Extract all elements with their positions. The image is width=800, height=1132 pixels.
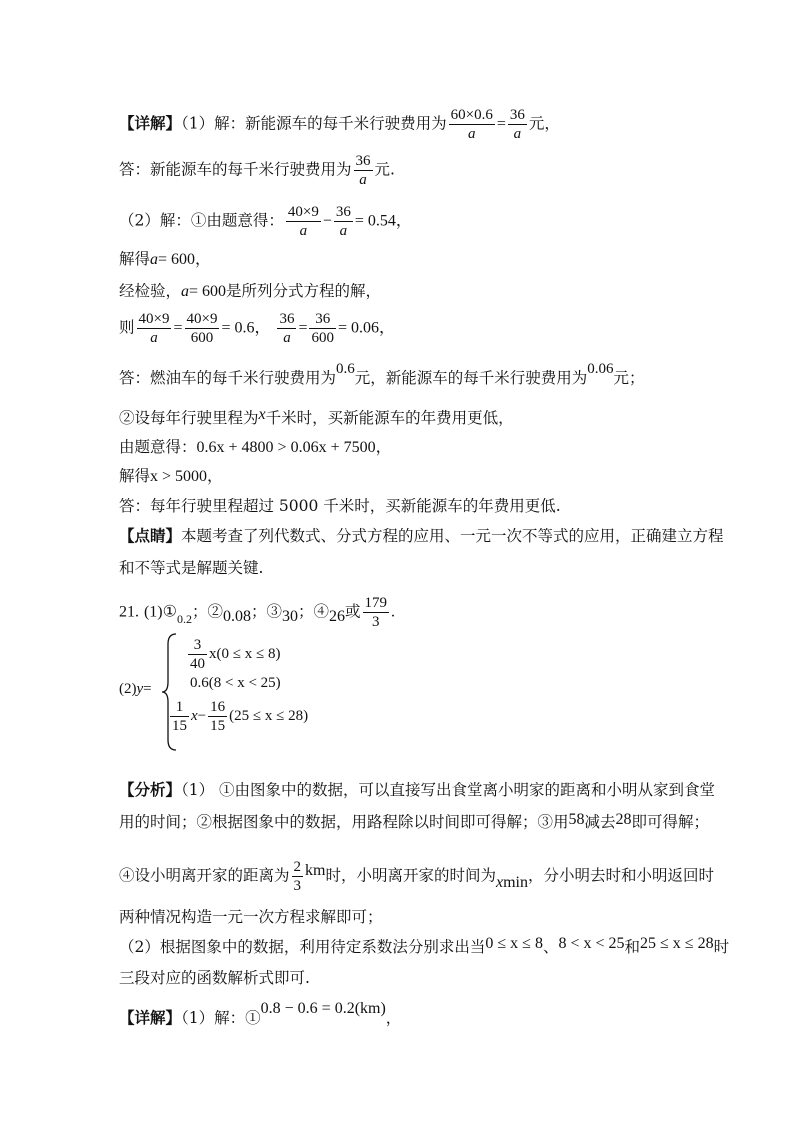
numerator: 60×0.6 bbox=[450, 107, 493, 123]
line-set-x bbox=[119, 408, 514, 429]
text: 用的时间；②根据图象中的数据，用路程除以时间即可得解；③用 bbox=[119, 813, 569, 831]
text: 答：每年行驶里程超过 5000 千米时，买新能源车的年费用更低. bbox=[119, 497, 561, 515]
equals: = bbox=[143, 681, 152, 697]
line-comment bbox=[119, 526, 724, 546]
text: 时 bbox=[713, 938, 730, 956]
text: 和不等式是解题关键. bbox=[119, 559, 264, 577]
text: ；④ bbox=[297, 602, 329, 621]
denominator: a bbox=[299, 223, 308, 239]
question-number: 21. bbox=[119, 603, 139, 621]
denominator: a bbox=[359, 172, 367, 188]
line-solve-a bbox=[119, 249, 211, 270]
analysis-tag: 【分析】 bbox=[119, 780, 182, 799]
expression: 0.6x + 4800 > 0.06x + 7500， bbox=[196, 439, 392, 456]
variable: a bbox=[181, 283, 190, 300]
line-inequality bbox=[119, 437, 392, 458]
value: 0.06 bbox=[587, 361, 614, 377]
fraction bbox=[185, 310, 220, 347]
text: 三段对应的函数解析式即可. bbox=[119, 969, 310, 987]
variable: a bbox=[150, 251, 159, 268]
text: 和 bbox=[624, 938, 641, 956]
equals: = bbox=[298, 319, 308, 337]
text: = 0.54， bbox=[354, 212, 412, 230]
text: 元， bbox=[528, 114, 560, 133]
variable: y bbox=[136, 681, 144, 697]
equals: = bbox=[173, 319, 183, 337]
text: ②设每年行驶里程为 bbox=[119, 409, 259, 427]
text: 由题意得： bbox=[119, 438, 197, 456]
text: ， bbox=[385, 1009, 402, 1027]
denominator: 600 bbox=[311, 330, 334, 346]
text: 经检验， bbox=[119, 282, 182, 300]
minus: − bbox=[322, 212, 332, 230]
value: 26 bbox=[328, 607, 345, 625]
denominator: 40 bbox=[190, 656, 205, 672]
line-analysis-4 bbox=[119, 907, 383, 927]
line-detail-1 bbox=[119, 106, 560, 143]
line-comment-2 bbox=[119, 558, 263, 578]
fraction bbox=[277, 310, 296, 347]
comment-tag: 【点睛】 bbox=[119, 526, 182, 545]
numerator: 16 bbox=[210, 699, 226, 715]
line-analysis-6 bbox=[119, 968, 310, 988]
text: （1）解：新能源车的每千米行驶费用为 bbox=[181, 114, 447, 133]
numerator: 40×9 bbox=[287, 204, 319, 220]
fraction bbox=[170, 698, 189, 735]
line-answer-2 bbox=[119, 361, 645, 389]
text: = 0.6， bbox=[221, 319, 271, 337]
denominator: 3 bbox=[293, 878, 302, 894]
value: 30 bbox=[281, 607, 298, 625]
numerator: 36 bbox=[509, 107, 525, 123]
text: （2）解：①由题意得： bbox=[119, 211, 284, 230]
denominator: a bbox=[339, 223, 348, 239]
fraction bbox=[508, 106, 527, 143]
value: 0.6 bbox=[336, 361, 355, 377]
text: 时，小明离开家的时间为 bbox=[325, 866, 496, 885]
unit: min bbox=[503, 873, 528, 891]
fraction bbox=[137, 310, 172, 347]
text: 、 bbox=[542, 938, 559, 956]
text: x(0 ≤ x ≤ 8) bbox=[209, 645, 281, 662]
text: ；② bbox=[191, 602, 223, 621]
line-part2 bbox=[119, 203, 412, 240]
fraction bbox=[188, 636, 207, 673]
text: ④设小明离开家的距离为 bbox=[119, 866, 290, 885]
denominator: a bbox=[468, 126, 476, 142]
text: 答：新能源车的每千米行驶费用为 bbox=[119, 160, 352, 179]
fraction bbox=[334, 203, 353, 240]
fraction bbox=[363, 594, 390, 631]
text: 两种情况构造一元一次方程求解即可； bbox=[119, 908, 383, 926]
text: ，分小明去时和小明返回时 bbox=[527, 866, 714, 885]
case-1 bbox=[186, 636, 280, 673]
equals: = bbox=[496, 115, 506, 133]
text: 减去 bbox=[584, 813, 616, 831]
fraction bbox=[309, 310, 336, 347]
line-solve-x bbox=[119, 466, 223, 487]
detail-tag: 【详解】 bbox=[119, 113, 182, 133]
text: . bbox=[391, 603, 395, 621]
case-3 bbox=[168, 698, 308, 735]
text: （1）解：① bbox=[181, 1009, 261, 1027]
numerator: 36 bbox=[279, 311, 295, 327]
text: ；③ bbox=[250, 602, 282, 621]
line-then bbox=[119, 310, 395, 347]
denominator: 15 bbox=[210, 718, 226, 734]
denominator: a bbox=[513, 126, 522, 142]
line-analysis-5 bbox=[119, 937, 729, 958]
line-analysis-3 bbox=[119, 858, 714, 895]
unit: km bbox=[305, 861, 326, 879]
text: = 600 bbox=[189, 283, 227, 300]
text: 0.6(8 < x < 25) bbox=[190, 675, 281, 691]
line-analysis-2 bbox=[119, 812, 709, 833]
variable: x bbox=[191, 707, 198, 724]
text: （1） ①由图象中的数据，可以直接写出食堂离小明家的距离和小明从家到食堂 bbox=[181, 781, 716, 799]
text: = 0.06， bbox=[337, 319, 396, 337]
line-q21 bbox=[119, 594, 395, 631]
numerator: 1 bbox=[170, 698, 189, 717]
fraction bbox=[354, 152, 373, 189]
variable: x bbox=[495, 873, 504, 891]
text: 千米时，买新能源车的年费用更低， bbox=[265, 409, 514, 427]
case-label bbox=[119, 681, 152, 698]
text: 解得 bbox=[119, 467, 151, 485]
denominator: 3 bbox=[372, 614, 380, 630]
text: = 600， bbox=[158, 251, 212, 268]
text: 是所列分式方程的解， bbox=[226, 282, 382, 300]
text: 本题考查了列代数式、分式方程的应用、一元一次不等式的应用，正确建立方程 bbox=[181, 527, 724, 545]
numerator: 179 bbox=[364, 595, 387, 611]
text: 则 bbox=[119, 318, 135, 337]
value: 0.2 bbox=[176, 611, 192, 626]
denominator: a bbox=[283, 330, 291, 346]
text: 答：燃油车的每千米行驶费用为 bbox=[119, 369, 337, 387]
fraction bbox=[449, 106, 495, 143]
value: 58 bbox=[568, 811, 585, 828]
expression: x > 5000， bbox=[150, 468, 224, 485]
variable: x bbox=[258, 406, 266, 423]
text: (1)① bbox=[143, 603, 177, 621]
text: (25 ≤ x ≤ 28) bbox=[229, 707, 309, 724]
text: 或 bbox=[344, 602, 361, 621]
numerator: 3 bbox=[188, 636, 207, 655]
detail-tag: 【详解】 bbox=[119, 1008, 182, 1027]
value: 0.08 bbox=[222, 607, 251, 625]
fraction bbox=[292, 858, 304, 895]
numerator: 40×9 bbox=[138, 311, 170, 327]
numerator: 36 bbox=[335, 204, 351, 220]
line-analysis-1 bbox=[119, 780, 715, 800]
text: 元，新能源车的每千米行驶费用为 bbox=[354, 369, 588, 387]
text: 即可得解； bbox=[631, 813, 710, 831]
denominator: a bbox=[150, 330, 158, 346]
text: 解得 bbox=[119, 250, 151, 268]
case-2 bbox=[190, 675, 281, 692]
minus: − bbox=[197, 707, 207, 724]
fraction bbox=[208, 698, 227, 735]
range: 25 ≤ x ≤ 28 bbox=[640, 935, 714, 952]
numerator: 40×9 bbox=[186, 311, 218, 327]
text: 元. bbox=[374, 160, 395, 179]
text: （2）根据图象中的数据，利用待定系数法分别求出当 bbox=[119, 938, 486, 956]
range: 0 ≤ x ≤ 8 bbox=[485, 935, 543, 952]
line-detail-2 bbox=[119, 1000, 402, 1029]
denominator: 15 bbox=[172, 718, 187, 734]
denominator: 600 bbox=[190, 330, 214, 346]
range: 8 < x < 25 bbox=[558, 935, 625, 952]
expression: 0.8 − 0.6 = 0.2(km) bbox=[260, 1000, 386, 1017]
text: 元； bbox=[613, 369, 645, 387]
line-check bbox=[119, 281, 381, 302]
text: (2) bbox=[119, 681, 137, 697]
fraction bbox=[286, 203, 321, 240]
numerator: 2 bbox=[293, 859, 302, 875]
line-answer-3 bbox=[119, 496, 561, 516]
line-answer-1 bbox=[119, 152, 395, 189]
numerator: 36 bbox=[355, 153, 371, 169]
value: 28 bbox=[615, 811, 632, 828]
numerator: 36 bbox=[309, 310, 336, 329]
